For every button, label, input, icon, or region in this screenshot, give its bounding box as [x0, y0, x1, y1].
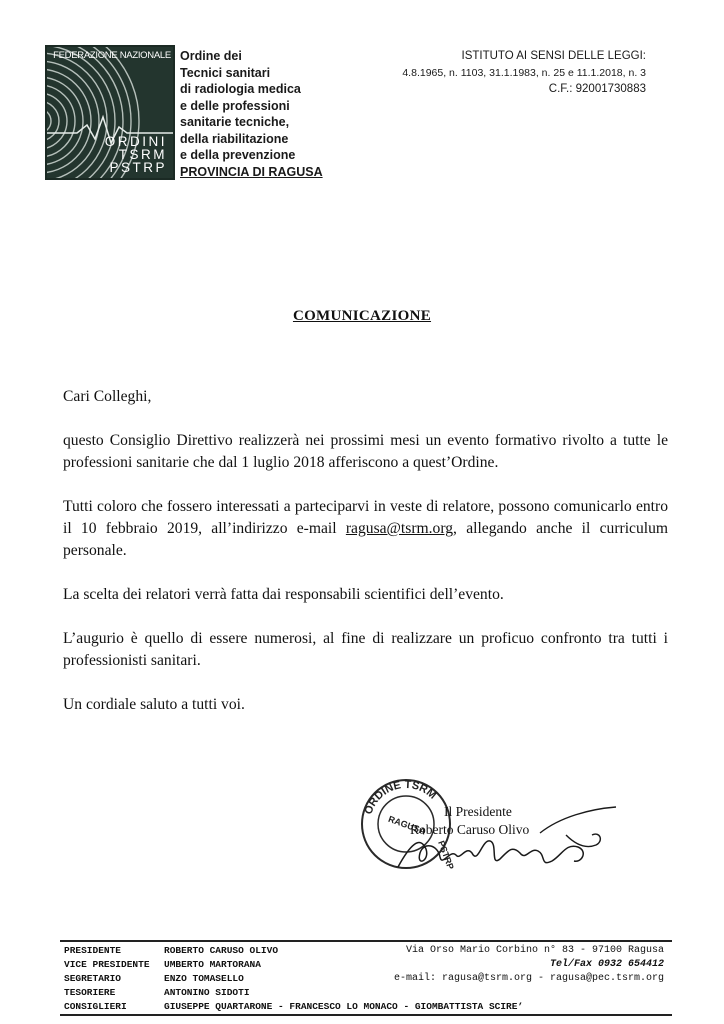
- paragraph-2-text: Tutti coloro che fossero interessati a parteciparvi in veste di relatore, possono comunicarlo entro il 10 febbraio 2019, all’indirizzo e-mail: [63, 498, 668, 537]
- order-name-line: sanitarie tecniche,: [180, 115, 290, 129]
- legal-info: [402, 48, 646, 98]
- footer-address: Via Orso Mario Corbino n° 83 - 97100 Ragusa: [405, 945, 664, 956]
- board-role: CONSIGLIERI: [64, 1001, 127, 1012]
- paragraph-3: La scelta dei relatori verrà fatta dai responsabili scientifici dell’evento.: [63, 586, 504, 603]
- board-name: GIUSEPPE QUARTARONE - FRANCESCO LO MONACO - GIOMBATTISTA SCIRE’: [164, 1001, 524, 1012]
- stamp-top-text: ORDINE TSRM: [362, 778, 439, 817]
- fiscal-code: C.F.: 92001730883: [548, 83, 646, 95]
- board-name: ENZO TOMASELLO: [164, 973, 244, 984]
- board-role: PRESIDENTE: [64, 945, 122, 956]
- footer-board: [60, 940, 672, 1016]
- order-name-line: e della prevenzione: [180, 148, 296, 162]
- order-name-line: di radiologia medica: [180, 82, 301, 96]
- signature-name: Roberto Caruso Olivo: [410, 822, 530, 837]
- logo-word-ordini: ORDINI: [104, 134, 167, 149]
- footer-emails[interactable]: e-mail: ragusa@tsrm.org - ragusa@pec.tsrm.org: [393, 973, 664, 984]
- order-name-line: Ordine dei: [180, 49, 242, 63]
- board-role: SEGRETARIO: [64, 973, 122, 984]
- logo-word-tsrm: TSRM: [118, 147, 167, 162]
- board-role: VICE PRESIDENTE: [64, 959, 150, 970]
- legal-line-1: ISTITUTO AI SENSI DELLE LEGGI:: [461, 50, 646, 62]
- board-name: UMBERTO MARTORANA: [164, 959, 261, 970]
- stamp-center-text: RAGUSA: [386, 813, 428, 837]
- paragraph-2-text-end: , allegando anche il curriculum personale.: [63, 520, 669, 559]
- order-name-block: [180, 48, 350, 180]
- paragraph-4: L’augurio è quello di essere numerosi, al fine di realizzare un proficuo confronto tra tutti i professionisti sanitari.: [63, 630, 668, 669]
- closing: Un cordiale saluto a tutti voi.: [63, 696, 245, 713]
- paragraph-1: questo Consiglio Direttivo realizzerà nei prossimi mesi un evento formativo rivolto a tutte le professioni sanitarie che dal 1 luglio 2018 afferiscono a quest’Ordine.: [63, 432, 668, 471]
- logo-federation-text: FEDERAZIONE NAZIONALE: [53, 50, 171, 61]
- legal-line-2: 4.8.1965, n. 1103, 31.1.1983, n. 25 e 11.1.2018, n. 3: [402, 66, 646, 79]
- board-name: ROBERTO CARUSO OLIVO: [164, 945, 279, 956]
- board-name: ANTONINO SIDOTI: [164, 987, 250, 998]
- order-name-line: Tecnici sanitari: [180, 65, 271, 80]
- salutation: Cari Colleghi,: [63, 388, 152, 405]
- handwritten-signature: [390, 805, 620, 880]
- logo-word-pstrp: PSTRP: [109, 160, 167, 175]
- email-link[interactable]: ragusa@tsrm.org: [345, 520, 454, 537]
- footer-phone: Tel/Fax 0932 654412: [549, 959, 664, 970]
- logo: [45, 45, 175, 180]
- paragraph-2: [63, 496, 668, 562]
- stamp-side-text: PSTRP: [436, 839, 456, 871]
- board-role: TESORIERE: [64, 987, 116, 998]
- province-label: PROVINCIA DI RAGUSA: [180, 164, 323, 179]
- document-title: COMUNICAZIONE: [292, 308, 432, 324]
- order-name-line: e delle professioni: [180, 98, 290, 113]
- signature-role: Il Presidente: [444, 804, 512, 819]
- order-name-line: della riabilitazione: [180, 131, 289, 146]
